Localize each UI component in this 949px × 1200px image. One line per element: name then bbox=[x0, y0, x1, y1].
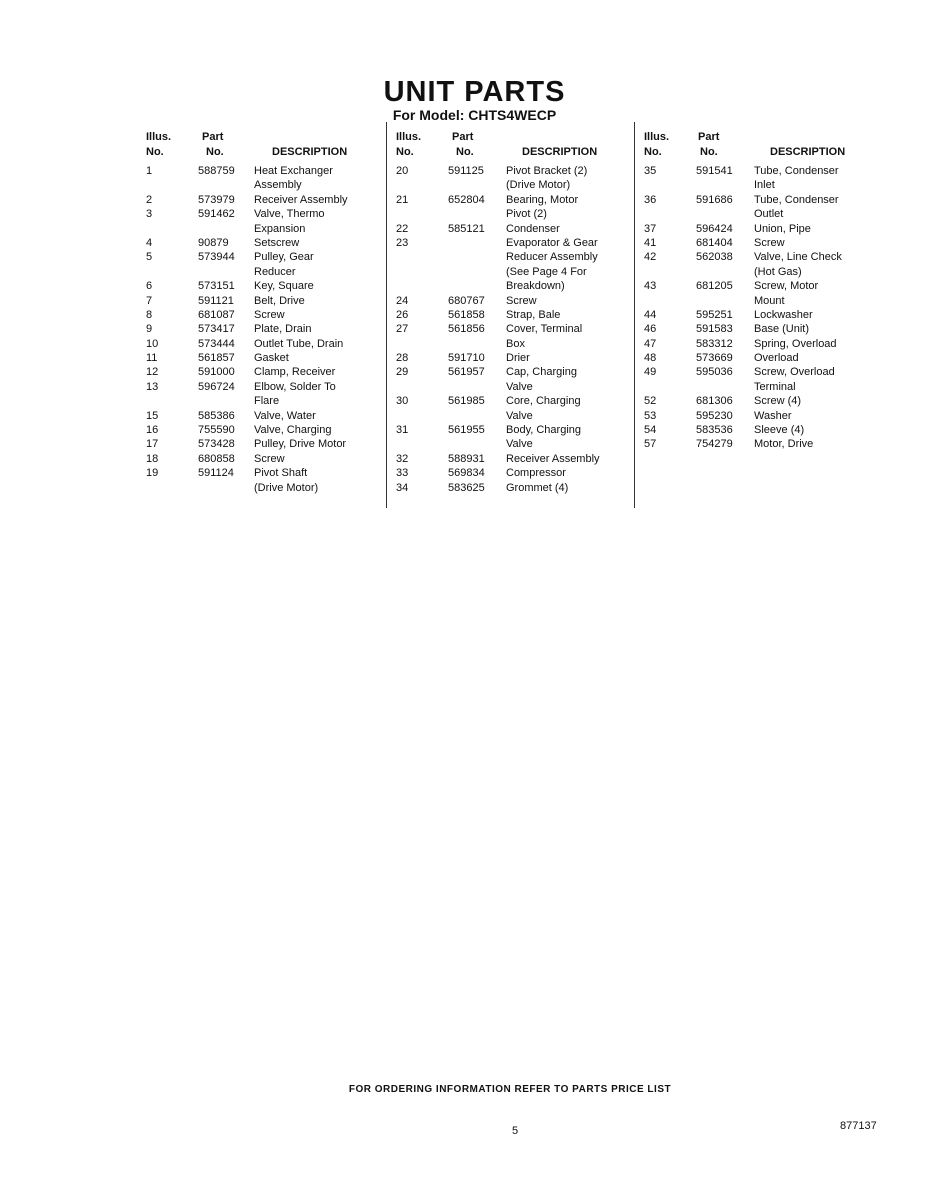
illus-number: 41 bbox=[644, 236, 657, 249]
header-illus-no: No. bbox=[644, 146, 662, 158]
part-row bbox=[644, 308, 880, 322]
part-description: Drier bbox=[506, 352, 530, 365]
illus-number: 29 bbox=[396, 366, 409, 379]
part-number: 561858 bbox=[448, 308, 485, 321]
part-number: 681205 bbox=[696, 280, 733, 293]
illus-number: 37 bbox=[644, 222, 657, 235]
part-description: Valve, Charging bbox=[254, 424, 332, 437]
illus-number: 30 bbox=[396, 395, 409, 408]
part-description: Receiver Assembly bbox=[254, 193, 348, 206]
part-number: 680858 bbox=[198, 452, 235, 465]
part-row bbox=[396, 394, 632, 408]
part-description: Valve, Thermo bbox=[254, 208, 325, 221]
part-description: Expansion bbox=[254, 222, 306, 235]
part-row bbox=[644, 365, 880, 379]
part-row bbox=[644, 351, 880, 365]
header-description: DESCRIPTION bbox=[522, 146, 598, 158]
illus-number: 52 bbox=[644, 395, 657, 408]
illus-number: 33 bbox=[396, 467, 409, 480]
part-row bbox=[396, 452, 632, 466]
part-description: Reducer bbox=[254, 265, 296, 278]
illus-number: 23 bbox=[396, 236, 409, 249]
part-number: 561985 bbox=[448, 395, 485, 408]
document-number: 877137 bbox=[840, 1120, 877, 1132]
part-row bbox=[396, 193, 632, 207]
part-number: 561857 bbox=[198, 352, 235, 365]
part-description: Washer bbox=[754, 409, 792, 422]
part-number: 591121 bbox=[198, 294, 234, 307]
model-subtitle: For Model: CHTS4WECP bbox=[392, 107, 557, 123]
illus-number: 5 bbox=[146, 251, 153, 264]
illus-number: 22 bbox=[396, 222, 409, 235]
illus-number: 42 bbox=[644, 251, 657, 264]
part-number: 681306 bbox=[696, 395, 733, 408]
part-row bbox=[146, 409, 382, 423]
part-description: (Drive Motor) bbox=[254, 481, 319, 494]
part-description: Body, Charging bbox=[506, 424, 582, 437]
page-title: UNIT PARTS bbox=[383, 76, 566, 108]
illus-number: 1 bbox=[146, 165, 153, 177]
column-header bbox=[396, 130, 632, 164]
part-row-continuation bbox=[644, 178, 880, 192]
header-part: Part bbox=[698, 131, 720, 143]
part-description: Flare bbox=[254, 395, 280, 408]
part-description: Pivot (2) bbox=[506, 208, 547, 221]
part-row bbox=[644, 164, 880, 178]
part-description: Pivot Shaft bbox=[254, 467, 308, 480]
part-row-continuation bbox=[644, 380, 880, 394]
illus-number: 3 bbox=[146, 208, 153, 221]
part-description: Screw bbox=[506, 294, 537, 307]
part-number: 591462 bbox=[198, 208, 235, 221]
part-row bbox=[146, 351, 382, 365]
part-row-continuation bbox=[396, 178, 632, 192]
part-number: 585121 bbox=[448, 222, 485, 235]
illus-number: 24 bbox=[396, 294, 409, 307]
part-description: Core, Charging bbox=[506, 395, 581, 408]
part-row bbox=[146, 193, 382, 207]
part-number: 569834 bbox=[448, 467, 485, 480]
illus-number: 15 bbox=[146, 409, 159, 422]
part-number: 754279 bbox=[696, 438, 733, 451]
part-description: Tube, Condenser bbox=[754, 193, 839, 206]
part-description: Terminal bbox=[754, 380, 796, 393]
part-description: Inlet bbox=[754, 179, 775, 192]
part-row-continuation bbox=[644, 265, 880, 279]
part-number: 588759 bbox=[198, 165, 235, 177]
part-description: Receiver Assembly bbox=[506, 452, 600, 465]
part-description: Assembly bbox=[254, 179, 302, 192]
part-row-continuation bbox=[644, 294, 880, 308]
part-row bbox=[146, 423, 382, 437]
illus-number: 44 bbox=[644, 308, 657, 321]
part-row-continuation bbox=[396, 437, 632, 451]
part-number: 680767 bbox=[448, 294, 485, 307]
part-row-continuation bbox=[396, 337, 632, 351]
illus-number: 20 bbox=[396, 165, 409, 177]
illus-number: 46 bbox=[644, 323, 657, 336]
part-row-continuation bbox=[396, 409, 632, 423]
part-row bbox=[644, 337, 880, 351]
part-row bbox=[146, 236, 382, 250]
part-number: 588931 bbox=[448, 452, 485, 465]
column-header bbox=[146, 130, 382, 164]
part-row bbox=[146, 437, 382, 451]
part-row bbox=[644, 437, 880, 451]
part-description: Belt, Drive bbox=[254, 294, 305, 307]
part-number: 596424 bbox=[696, 222, 733, 235]
part-row-continuation bbox=[146, 265, 382, 279]
part-row-continuation bbox=[146, 481, 382, 495]
part-description: Cover, Terminal bbox=[506, 323, 583, 336]
part-description: Plate, Drain bbox=[254, 323, 312, 336]
part-description: Screw, Motor bbox=[754, 280, 819, 293]
page-number: 5 bbox=[512, 1125, 519, 1137]
part-row bbox=[644, 394, 880, 408]
part-number: 591125 bbox=[448, 165, 484, 177]
part-number: 595251 bbox=[696, 308, 733, 321]
part-row bbox=[644, 322, 880, 336]
part-row bbox=[396, 308, 632, 322]
part-description: Cap, Charging bbox=[506, 366, 577, 379]
part-description: Screw bbox=[754, 236, 785, 249]
header-illus: Illus. bbox=[146, 131, 172, 143]
part-number: 681404 bbox=[696, 236, 733, 249]
part-row bbox=[146, 207, 382, 221]
part-description: Setscrew bbox=[254, 236, 300, 249]
part-row bbox=[644, 409, 880, 423]
part-description: Outlet bbox=[754, 208, 784, 221]
part-number: 583536 bbox=[696, 424, 733, 437]
part-number: 595036 bbox=[696, 366, 733, 379]
parts-column-2 bbox=[396, 130, 632, 495]
part-row-continuation bbox=[644, 207, 880, 221]
part-number: 681087 bbox=[198, 308, 235, 321]
illus-number: 6 bbox=[146, 280, 153, 293]
part-row bbox=[396, 294, 632, 308]
part-number: 591000 bbox=[198, 366, 235, 379]
part-row bbox=[146, 294, 382, 308]
header-illus-no: No. bbox=[146, 146, 164, 158]
parts-column-3 bbox=[644, 130, 880, 452]
illus-number: 18 bbox=[146, 452, 159, 465]
part-description: Pulley, Gear bbox=[254, 251, 314, 264]
part-row-continuation bbox=[396, 380, 632, 394]
part-description: Spring, Overload bbox=[754, 337, 837, 350]
part-description: Valve bbox=[506, 409, 533, 422]
illus-number: 54 bbox=[644, 424, 657, 437]
part-number: 591583 bbox=[696, 323, 733, 336]
ordering-info-footer: FOR ORDERING INFORMATION REFER TO PARTS PRICE LIST bbox=[348, 1084, 672, 1095]
part-row-continuation bbox=[396, 265, 632, 279]
illus-number: 34 bbox=[396, 481, 409, 494]
illus-number: 31 bbox=[396, 424, 409, 437]
part-number: 573669 bbox=[696, 352, 733, 365]
part-row bbox=[396, 423, 632, 437]
illus-number: 13 bbox=[146, 380, 159, 393]
part-number: 561955 bbox=[448, 424, 485, 437]
column-divider-1 bbox=[386, 122, 387, 508]
illus-number: 57 bbox=[644, 438, 657, 451]
part-description: Valve bbox=[506, 438, 533, 451]
illus-number: 48 bbox=[644, 352, 657, 365]
part-row bbox=[396, 365, 632, 379]
illus-number: 26 bbox=[396, 308, 409, 321]
part-row-continuation bbox=[146, 394, 382, 408]
part-description: Outlet Tube, Drain bbox=[254, 337, 344, 350]
part-description: Evaporator & Gear bbox=[506, 236, 598, 249]
part-description: Valve, Water bbox=[254, 409, 316, 422]
part-description: (Hot Gas) bbox=[754, 265, 802, 278]
illus-number: 17 bbox=[146, 438, 159, 451]
illus-number: 21 bbox=[396, 193, 409, 206]
illus-number: 10 bbox=[146, 337, 159, 350]
part-row bbox=[146, 466, 382, 480]
part-description: Tube, Condenser bbox=[754, 165, 839, 177]
part-row bbox=[644, 279, 880, 293]
part-description: (See Page 4 For bbox=[506, 265, 587, 278]
part-number: 562038 bbox=[696, 251, 733, 264]
part-row bbox=[146, 322, 382, 336]
part-number: 755590 bbox=[198, 424, 235, 437]
part-description: Breakdown) bbox=[506, 280, 565, 293]
part-description: Box bbox=[506, 337, 525, 350]
part-description: (Drive Motor) bbox=[506, 179, 571, 192]
illus-number: 43 bbox=[644, 280, 657, 293]
part-number: 591124 bbox=[198, 467, 234, 480]
part-row bbox=[644, 193, 880, 207]
header-description: DESCRIPTION bbox=[272, 146, 348, 158]
part-number: 595230 bbox=[696, 409, 733, 422]
part-number: 585386 bbox=[198, 409, 235, 422]
part-row-continuation bbox=[146, 178, 382, 192]
part-row-continuation bbox=[396, 250, 632, 264]
parts-column-1 bbox=[146, 130, 382, 495]
part-description: Compressor bbox=[506, 467, 566, 480]
part-number: 573428 bbox=[198, 438, 235, 451]
part-description: Condenser bbox=[506, 222, 560, 235]
part-number: 591686 bbox=[696, 193, 733, 206]
header-part-no: No. bbox=[700, 146, 718, 158]
header-illus-no: No. bbox=[396, 146, 414, 158]
illus-number: 32 bbox=[396, 452, 409, 465]
part-row bbox=[146, 279, 382, 293]
part-description: Screw bbox=[254, 308, 285, 321]
part-row bbox=[396, 351, 632, 365]
part-description: Sleeve (4) bbox=[754, 424, 805, 437]
part-description: Base (Unit) bbox=[754, 323, 810, 336]
part-description: Pivot Bracket (2) bbox=[506, 165, 588, 177]
part-description: Strap, Bale bbox=[506, 308, 561, 321]
part-description: Reducer Assembly bbox=[506, 251, 598, 264]
part-description: Union, Pipe bbox=[754, 222, 811, 235]
part-description: Valve bbox=[506, 380, 533, 393]
illus-number: 12 bbox=[146, 366, 159, 379]
part-row-continuation bbox=[396, 207, 632, 221]
part-number: 573417 bbox=[198, 323, 235, 336]
part-number: 652804 bbox=[448, 193, 485, 206]
illus-number: 28 bbox=[396, 352, 409, 365]
part-row bbox=[146, 250, 382, 264]
header-illus: Illus. bbox=[396, 131, 422, 143]
part-description: Bearing, Motor bbox=[506, 193, 579, 206]
part-description: Motor, Drive bbox=[754, 438, 814, 451]
part-description: Valve, Line Check bbox=[754, 251, 842, 264]
column-header bbox=[644, 130, 880, 164]
part-row bbox=[146, 380, 382, 394]
illus-number: 53 bbox=[644, 409, 657, 422]
part-description: Clamp, Receiver bbox=[254, 366, 336, 379]
part-description: Key, Square bbox=[254, 280, 314, 293]
part-number: 573444 bbox=[198, 337, 235, 350]
part-number: 583625 bbox=[448, 481, 485, 494]
part-number: 90879 bbox=[198, 236, 229, 249]
part-row bbox=[644, 222, 880, 236]
part-row bbox=[146, 337, 382, 351]
header-part: Part bbox=[202, 131, 224, 143]
header-part: Part bbox=[452, 131, 474, 143]
part-row-continuation bbox=[396, 279, 632, 293]
part-row bbox=[396, 236, 632, 250]
part-row bbox=[146, 164, 382, 178]
part-description: Elbow, Solder To bbox=[254, 380, 336, 393]
part-row bbox=[644, 236, 880, 250]
part-row bbox=[396, 222, 632, 236]
illus-number: 11 bbox=[146, 352, 158, 365]
header-part-no: No. bbox=[206, 146, 224, 158]
part-row bbox=[146, 452, 382, 466]
part-number: 596724 bbox=[198, 380, 235, 393]
illus-number: 2 bbox=[146, 193, 153, 206]
part-number: 573151 bbox=[198, 280, 235, 293]
part-row bbox=[644, 250, 880, 264]
part-number: 573979 bbox=[198, 193, 235, 206]
illus-number: 35 bbox=[644, 165, 657, 177]
illus-number: 4 bbox=[146, 236, 153, 249]
part-description: Pulley, Drive Motor bbox=[254, 438, 347, 451]
part-description: Heat Exchanger bbox=[254, 165, 333, 177]
part-description: Screw (4) bbox=[754, 395, 802, 408]
part-description: Gasket bbox=[254, 352, 289, 365]
illus-number: 49 bbox=[644, 366, 657, 379]
part-number: 573944 bbox=[198, 251, 235, 264]
part-description: Screw, Overload bbox=[754, 366, 835, 379]
header-illus: Illus. bbox=[644, 131, 670, 143]
part-row bbox=[396, 164, 632, 178]
header-description: DESCRIPTION bbox=[770, 146, 846, 158]
part-number: 561856 bbox=[448, 323, 485, 336]
part-row bbox=[146, 308, 382, 322]
illus-number: 8 bbox=[146, 308, 153, 321]
illus-number: 27 bbox=[396, 323, 409, 336]
part-row-continuation bbox=[146, 222, 382, 236]
illus-number: 7 bbox=[146, 294, 153, 307]
part-row bbox=[146, 365, 382, 379]
part-row bbox=[396, 322, 632, 336]
part-description: Screw bbox=[254, 452, 285, 465]
part-number: 561957 bbox=[448, 366, 485, 379]
part-description: Mount bbox=[754, 294, 785, 307]
part-description: Grommet (4) bbox=[506, 481, 569, 494]
part-row bbox=[396, 481, 632, 495]
part-number: 591541 bbox=[696, 165, 733, 177]
illus-number: 19 bbox=[146, 467, 159, 480]
part-description: Overload bbox=[754, 352, 799, 365]
part-row bbox=[396, 466, 632, 480]
illus-number: 47 bbox=[644, 337, 657, 350]
header-part-no: No. bbox=[456, 146, 474, 158]
part-row bbox=[644, 423, 880, 437]
part-number: 591710 bbox=[448, 352, 485, 365]
illus-number: 36 bbox=[644, 193, 657, 206]
illus-number: 16 bbox=[146, 424, 159, 437]
part-number: 583312 bbox=[696, 337, 733, 350]
illus-number: 9 bbox=[146, 323, 153, 336]
column-divider-2 bbox=[634, 122, 635, 508]
part-description: Lockwasher bbox=[754, 308, 813, 321]
